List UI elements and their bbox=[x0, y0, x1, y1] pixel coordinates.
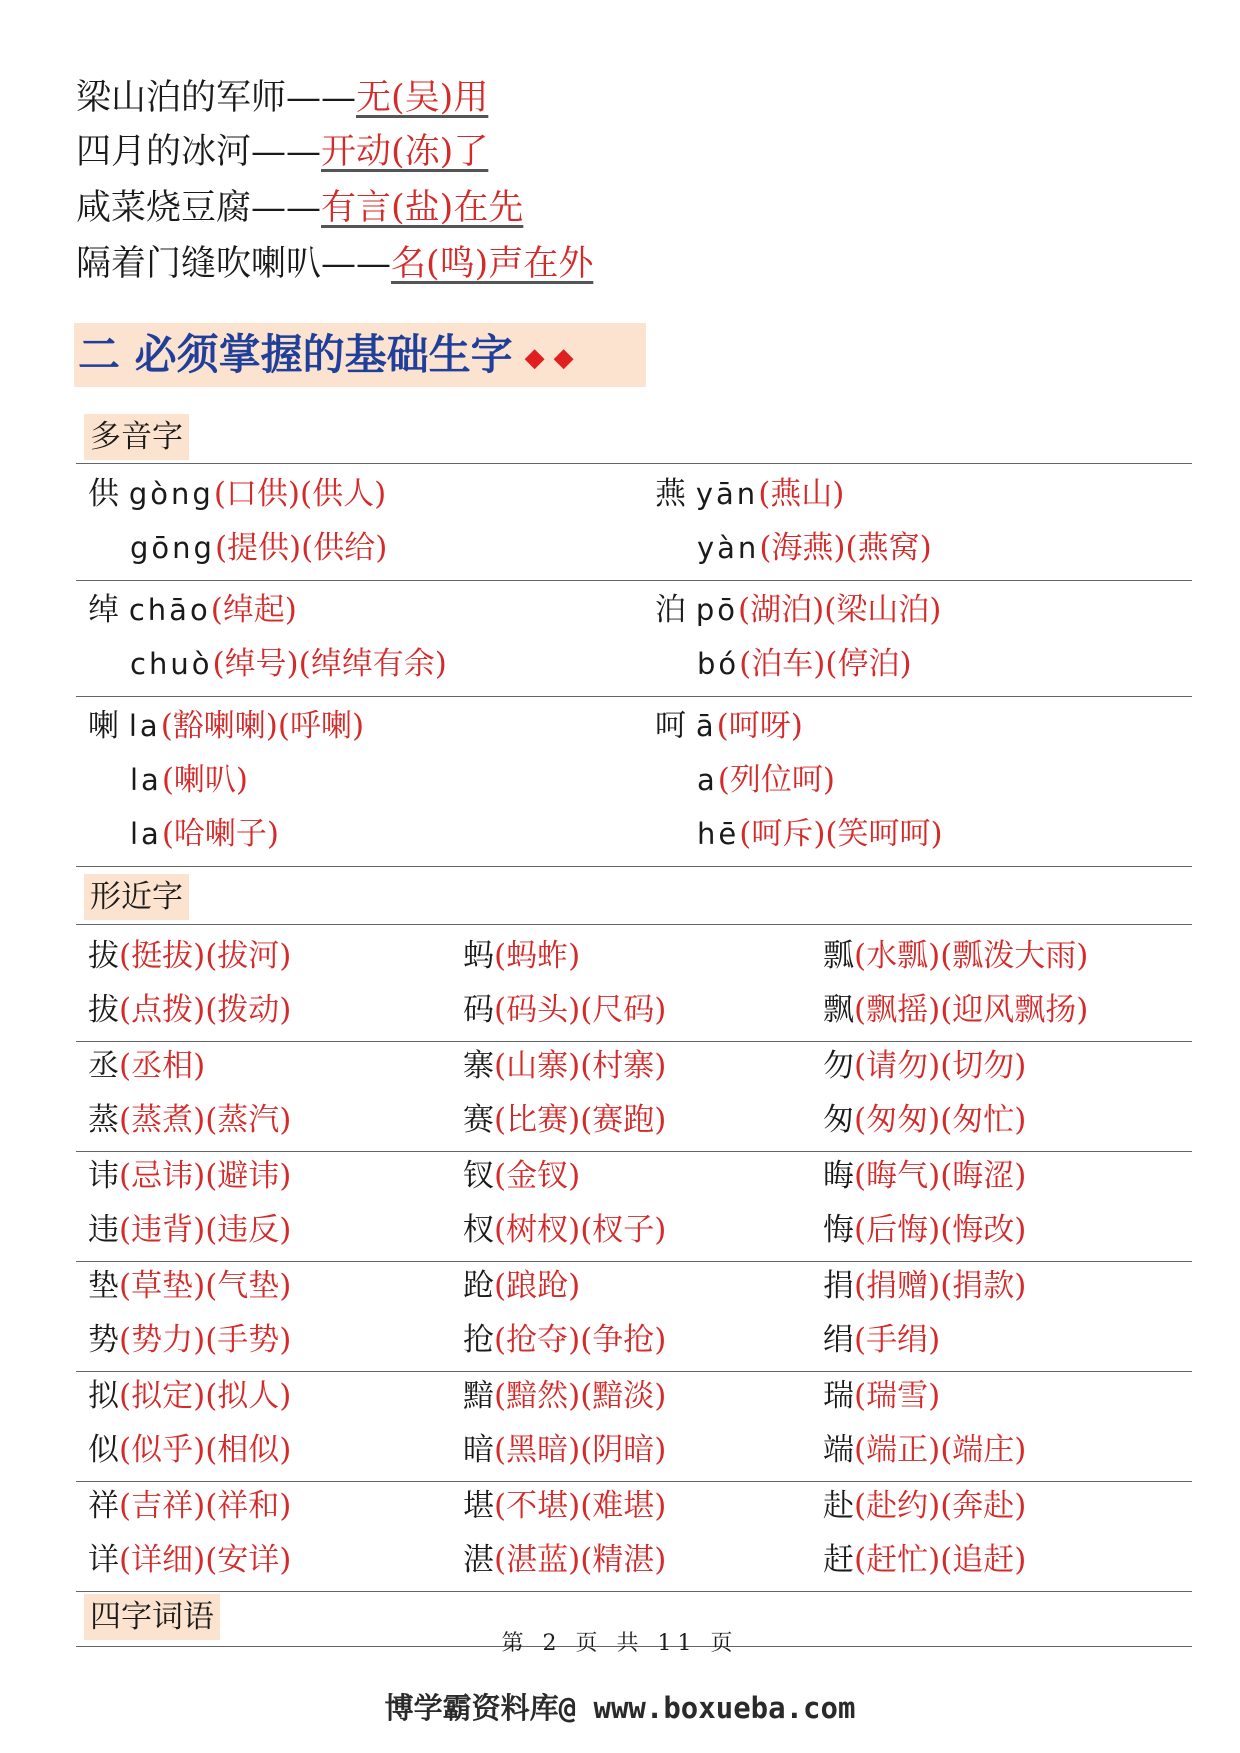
similar-char-entry bbox=[88, 1262, 291, 1310]
xiehouyu-question: 隔着门缝吹喇叭—— bbox=[76, 244, 392, 284]
pinyin: ā bbox=[695, 709, 717, 743]
example-words: (列位呵) bbox=[717, 762, 835, 798]
xiehouyu-line bbox=[76, 240, 593, 288]
example-words: (手绢) bbox=[854, 1322, 941, 1358]
example-words: (海燕)(燕窝) bbox=[759, 530, 932, 566]
example-words: (湖泊)(梁山泊) bbox=[738, 592, 942, 628]
similar-char-entry bbox=[823, 1152, 1026, 1200]
polyphone-char: 泊 bbox=[655, 592, 686, 628]
example-words: (绰起) bbox=[210, 592, 297, 628]
similar-char-entry bbox=[88, 1152, 291, 1200]
pinyin: yàn bbox=[697, 531, 760, 565]
pinyin: a bbox=[697, 763, 718, 797]
example-words: (蒸煮)(蒸汽) bbox=[119, 1102, 292, 1138]
example-words: (不堪)(难堪) bbox=[494, 1488, 667, 1524]
polyphone-char: 燕 bbox=[655, 476, 686, 512]
similar-char: 勿 bbox=[823, 1048, 854, 1084]
pinyin: la bbox=[130, 817, 162, 851]
divider bbox=[76, 1591, 1192, 1592]
similar-char-entry bbox=[88, 1426, 291, 1474]
polyphone-entry bbox=[697, 524, 932, 572]
watermark: 博学霸资料库@ www.boxueba.com bbox=[384, 1691, 856, 1725]
example-words: (金钗) bbox=[494, 1158, 581, 1194]
xiehouyu-line bbox=[76, 74, 488, 122]
example-words: (抢夺)(争抢) bbox=[494, 1322, 667, 1358]
example-words: (似乎)(相似) bbox=[119, 1432, 292, 1468]
pinyin: bó bbox=[697, 647, 740, 681]
similar-char: 晦 bbox=[823, 1158, 854, 1194]
similar-char: 码 bbox=[463, 992, 494, 1028]
similar-char-entry bbox=[88, 1042, 205, 1090]
similar-char: 丞 bbox=[88, 1048, 119, 1084]
pinyin: gōng bbox=[130, 531, 215, 565]
similar-char: 讳 bbox=[88, 1158, 119, 1194]
example-words: (哈喇子) bbox=[161, 816, 280, 852]
similar-char-entry bbox=[88, 1536, 291, 1584]
similar-char-entry bbox=[88, 932, 291, 980]
similar-char: 似 bbox=[88, 1432, 119, 1468]
polyphone-entry bbox=[88, 470, 386, 518]
example-words: (水瓢)(瓢泼大雨) bbox=[854, 938, 1089, 974]
similar-char-entry bbox=[823, 986, 1088, 1034]
pinyin: gòng bbox=[128, 477, 214, 511]
similar-char: 违 bbox=[88, 1212, 119, 1248]
similar-char: 势 bbox=[88, 1322, 119, 1358]
similar-char-entry bbox=[463, 1096, 666, 1144]
divider bbox=[76, 580, 1192, 581]
diamond-icon: ◆ ◆ bbox=[524, 343, 574, 373]
xiehouyu-question: 咸菜烧豆腐—— bbox=[76, 188, 322, 228]
similar-char-entry bbox=[88, 1372, 291, 1420]
similar-char-entry bbox=[88, 1206, 291, 1254]
polyphone-entry bbox=[130, 756, 248, 804]
example-words: (势力)(手势) bbox=[119, 1322, 292, 1358]
example-words: (树杈)(杈子) bbox=[494, 1212, 667, 1248]
similar-char-entry bbox=[823, 1096, 1026, 1144]
example-words: (瑞雪) bbox=[854, 1378, 941, 1414]
example-words: (豁喇喇)(呼喇) bbox=[160, 708, 365, 744]
polyphone-entry bbox=[697, 810, 943, 858]
xiehouyu-answer: 名(鸣)声在外 bbox=[391, 244, 594, 284]
example-words: (飘摇)(迎风飘扬) bbox=[854, 992, 1089, 1028]
xiehouyu-answer: 有言(盐)在先 bbox=[321, 188, 524, 228]
similar-char: 捐 bbox=[823, 1268, 854, 1304]
similar-char: 蒸 bbox=[88, 1102, 119, 1138]
similar-char: 暗 bbox=[463, 1432, 494, 1468]
similar-char-entry bbox=[823, 1042, 1026, 1090]
similar-char: 端 bbox=[823, 1432, 854, 1468]
example-words: (呵斥)(笑呵呵) bbox=[739, 816, 943, 852]
polyphone-char: 呵 bbox=[655, 708, 686, 744]
similar-char-entry bbox=[463, 1152, 580, 1200]
similar-char-entry bbox=[88, 1096, 291, 1144]
polyphone-entry bbox=[655, 470, 844, 518]
example-words: (山寨)(村寨) bbox=[494, 1048, 667, 1084]
subhead-duoyinzi: 多音字 bbox=[84, 414, 189, 460]
page-number: 第 2 页 共 11 页 bbox=[501, 1631, 739, 1656]
example-words: (绰号)(绰绰有余) bbox=[212, 646, 447, 682]
divider bbox=[76, 696, 1192, 697]
example-words: (违背)(违反) bbox=[119, 1212, 292, 1248]
similar-char: 飘 bbox=[823, 992, 854, 1028]
similar-char-entry bbox=[823, 1482, 1026, 1530]
example-words: (燕山) bbox=[758, 476, 845, 512]
section-title-text: 二 必须掌握的基础生字 bbox=[78, 330, 513, 379]
polyphone-entry bbox=[697, 756, 835, 804]
similar-char-entry bbox=[823, 1206, 1026, 1254]
similar-char: 祥 bbox=[88, 1488, 119, 1524]
example-words: (踉跄) bbox=[494, 1268, 581, 1304]
example-words: (拟定)(拟人) bbox=[119, 1378, 292, 1414]
example-words: (口供)(供人) bbox=[213, 476, 387, 512]
example-words: (挺拔)(拔河) bbox=[119, 938, 292, 974]
similar-char: 瓢 bbox=[823, 938, 854, 974]
polyphone-entry bbox=[697, 640, 912, 688]
subhead-xingjinzi: 形近字 bbox=[84, 874, 189, 920]
divider bbox=[76, 866, 1192, 867]
example-words: (黑暗)(阴暗) bbox=[494, 1432, 667, 1468]
example-words: (呵呀) bbox=[716, 708, 803, 744]
divider bbox=[76, 463, 1192, 464]
pinyin: pō bbox=[695, 593, 739, 627]
example-words: (丞相) bbox=[119, 1048, 206, 1084]
similar-char: 匆 bbox=[823, 1102, 854, 1138]
similar-char-entry bbox=[463, 1206, 666, 1254]
polyphone-entry bbox=[130, 810, 279, 858]
similar-char-entry bbox=[463, 932, 580, 980]
xiehouyu-line bbox=[76, 128, 488, 176]
xiehouyu-question: 梁山泊的军师—— bbox=[76, 78, 357, 118]
example-words: (码头)(尺码) bbox=[494, 992, 667, 1028]
similar-char-entry bbox=[823, 1262, 1026, 1310]
example-words: (比赛)(赛跑) bbox=[494, 1102, 667, 1138]
example-words: (详细)(安详) bbox=[119, 1542, 292, 1578]
example-words: (蚂蚱) bbox=[494, 938, 581, 974]
example-words: (端正)(端庄) bbox=[854, 1432, 1027, 1468]
similar-char: 跄 bbox=[463, 1268, 494, 1304]
similar-char-entry bbox=[823, 1316, 940, 1364]
example-words: (请勿)(切勿) bbox=[854, 1048, 1027, 1084]
xiehouyu-line bbox=[76, 184, 523, 232]
similar-char: 寨 bbox=[463, 1048, 494, 1084]
pinyin: la bbox=[130, 763, 162, 797]
example-words: (吉祥)(祥和) bbox=[119, 1488, 292, 1524]
example-words: (后悔)(悔改) bbox=[854, 1212, 1027, 1248]
similar-char-entry bbox=[463, 1372, 666, 1420]
divider bbox=[76, 924, 1192, 925]
similar-char: 垫 bbox=[88, 1268, 119, 1304]
similar-char: 钗 bbox=[463, 1158, 494, 1194]
xiehouyu-answer: 无(吴)用 bbox=[356, 78, 489, 118]
polyphone-entry bbox=[88, 702, 364, 750]
similar-char: 赴 bbox=[823, 1488, 854, 1524]
similar-char-entry bbox=[823, 932, 1088, 980]
polyphone-char: 喇 bbox=[88, 708, 119, 744]
similar-char: 赛 bbox=[463, 1102, 494, 1138]
example-words: (湛蓝)(精湛) bbox=[494, 1542, 667, 1578]
similar-char-entry bbox=[88, 1316, 291, 1364]
section-title bbox=[74, 323, 646, 387]
example-words: (泊车)(停泊) bbox=[739, 646, 912, 682]
similar-char: 拔 bbox=[88, 938, 119, 974]
example-words: (晦气)(晦涩) bbox=[854, 1158, 1027, 1194]
example-words: (提供)(供给) bbox=[214, 530, 388, 566]
similar-char: 拟 bbox=[88, 1378, 119, 1414]
subhead-sizi: 四字词语 bbox=[84, 1594, 220, 1640]
pinyin: yān bbox=[695, 477, 759, 511]
similar-char-entry bbox=[463, 1042, 666, 1090]
similar-char-entry bbox=[823, 1372, 940, 1420]
similar-char: 堪 bbox=[463, 1488, 494, 1524]
similar-char: 抢 bbox=[463, 1322, 494, 1358]
polyphone-entry bbox=[88, 586, 297, 634]
similar-char: 杈 bbox=[463, 1212, 494, 1248]
example-words: (赴约)(奔赴) bbox=[854, 1488, 1027, 1524]
xiehouyu-question: 四月的冰河—— bbox=[76, 132, 322, 172]
pinyin: hē bbox=[697, 817, 740, 851]
similar-char-entry bbox=[463, 1426, 666, 1474]
similar-char: 拔 bbox=[88, 992, 119, 1028]
similar-char: 蚂 bbox=[463, 938, 494, 974]
example-words: (草垫)(气垫) bbox=[119, 1268, 292, 1304]
similar-char-entry bbox=[88, 1482, 291, 1530]
xiehouyu-answer: 开动(冻)了 bbox=[321, 132, 489, 172]
polyphone-entry bbox=[655, 702, 803, 750]
similar-char-entry bbox=[463, 1262, 580, 1310]
similar-char: 绢 bbox=[823, 1322, 854, 1358]
similar-char-entry bbox=[463, 1482, 666, 1530]
polyphone-char: 绰 bbox=[88, 592, 119, 628]
polyphone-entry bbox=[655, 586, 941, 634]
similar-char-entry bbox=[463, 1536, 666, 1584]
pinyin: chuò bbox=[130, 647, 213, 681]
example-words: (忌讳)(避讳) bbox=[119, 1158, 292, 1194]
similar-char: 详 bbox=[88, 1542, 119, 1578]
example-words: (捐赠)(捐款) bbox=[854, 1268, 1027, 1304]
pinyin: chāo bbox=[128, 593, 211, 627]
example-words: (喇叭) bbox=[161, 762, 249, 798]
similar-char: 悔 bbox=[823, 1212, 854, 1248]
similar-char-entry bbox=[88, 986, 291, 1034]
similar-char-entry bbox=[823, 1536, 1026, 1584]
example-words: (点拨)(拨动) bbox=[119, 992, 292, 1028]
polyphone-entry bbox=[130, 524, 387, 572]
polyphone-char: 供 bbox=[88, 476, 119, 512]
similar-char: 瑞 bbox=[823, 1378, 854, 1414]
pinyin: la bbox=[128, 709, 161, 743]
polyphone-entry bbox=[130, 640, 447, 688]
example-words: (黯然)(黯淡) bbox=[494, 1378, 667, 1414]
example-words: (赶忙)(追赶) bbox=[854, 1542, 1027, 1578]
example-words: (匆匆)(匆忙) bbox=[854, 1102, 1027, 1138]
similar-char: 黯 bbox=[463, 1378, 494, 1414]
similar-char-entry bbox=[463, 1316, 666, 1364]
similar-char: 湛 bbox=[463, 1542, 494, 1578]
similar-char-entry bbox=[463, 986, 666, 1034]
similar-char: 赶 bbox=[823, 1542, 854, 1578]
similar-char-entry bbox=[823, 1426, 1026, 1474]
